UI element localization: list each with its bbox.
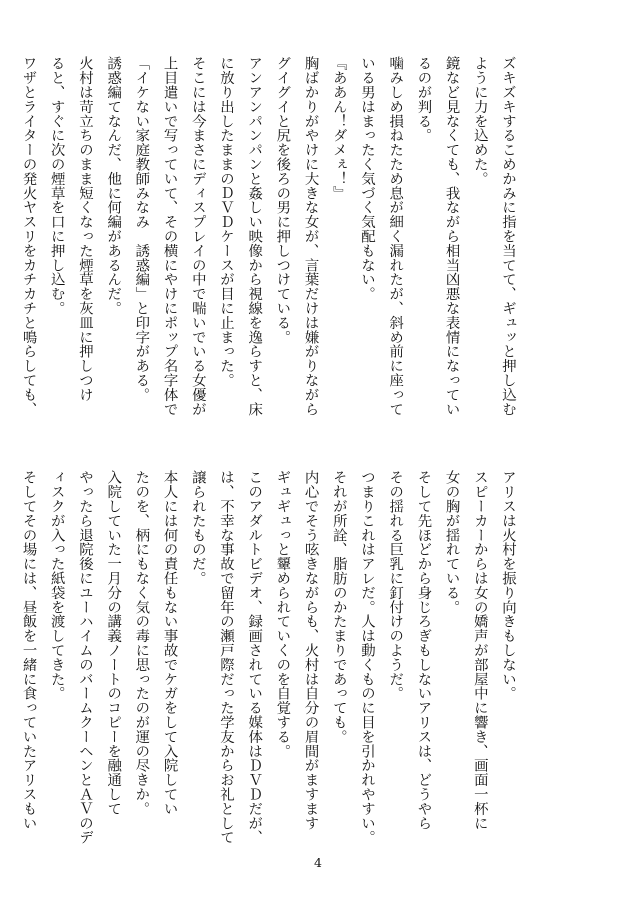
text-column: スピーカーからは女の嬌声が部屋中に響き、画面一杯に bbox=[471, 470, 488, 830]
page-number: 4 bbox=[314, 855, 322, 870]
text-column: その揺れる巨乳に釘付けのようだ。 bbox=[387, 470, 404, 701]
text-column: いる男はまったく気づく気配もない。 bbox=[358, 56, 375, 301]
lower-text-block bbox=[14, 470, 522, 850]
text-column: アンアンパンパンと姦しい映像から視線を逸らすと、床 bbox=[246, 56, 263, 416]
text-column: に放り出したままのＤＶＤケースが目に止まった。 bbox=[217, 56, 234, 388]
text-column: アリスは火村を振り向きもしない。 bbox=[500, 470, 516, 701]
text-column: やったら退院後にユーハイムのバームクーヘンとＡＶのデ bbox=[76, 470, 93, 845]
text-column: 譲られたものだ。 bbox=[189, 470, 206, 586]
text-column: 誘惑編てなんだ、他に何編があるんだ。 bbox=[105, 56, 122, 316]
text-column: 火村は苛立ちのまま短くなった煙草を灰皿に押しつけ bbox=[76, 56, 93, 402]
upper-text-block bbox=[14, 56, 522, 436]
text-column: そして先ほどから身じろぎもしないアリスは、どうやら bbox=[415, 470, 432, 830]
text-column: それが所詮、脂肪のかたまりであっても。 bbox=[330, 470, 347, 744]
text-column: たのを、柄にもなく気の毒に思ったのが運の尽きか。 bbox=[133, 470, 150, 816]
text-column: 噛みしめ損ねたため息が細く漏れたが、斜め前に座って bbox=[387, 56, 404, 416]
text-column: 「イケない家庭教師みなみ 誘惑編」と印字がある。 bbox=[133, 56, 150, 402]
text-column: そこには今まさにディスプレイの中で喘いでいる女優が bbox=[189, 56, 206, 416]
text-column: 上目遣いで写っていて、その横にやけにポップ名字体で bbox=[161, 56, 178, 416]
text-column: 胸ばかりがやけに大きな女が、言葉だけは嫌がりながら bbox=[302, 56, 319, 416]
text-column: 女の胸が揺れている。 bbox=[443, 470, 460, 614]
text-column: そしてその場には、昼飯を一緒に食っていたアリスもい bbox=[20, 470, 37, 830]
text-column: グイグイと尻を後ろの男に押しつけている。 bbox=[274, 56, 291, 344]
text-column: ギュギュっと顰められていくのを自覚する。 bbox=[274, 470, 291, 758]
text-column: ィスクが入った紙袋を渡してきた。 bbox=[48, 470, 65, 701]
text-column: るのが判る。 bbox=[415, 56, 432, 143]
text-column: 入院していた一月分の講義ノートのコピーを融通して bbox=[105, 470, 122, 816]
text-column: 内心でそう呟きながらも、火村は自分の眉間がますます bbox=[302, 470, 319, 830]
text-column: 鏡など見なくても、我ながら相当凶悪な表情になってい bbox=[443, 56, 460, 416]
text-column: ように力を込めた。 bbox=[471, 56, 488, 186]
text-column: ワザとライターの発火ヤスリをカチカチと鳴らしても、 bbox=[20, 56, 37, 416]
text-column: 本人には何の責任もない事故でケガをして入院してい bbox=[161, 470, 178, 816]
text-column: つまりこれはアレだ。人は動くものに目を引かれやすい。 bbox=[358, 470, 375, 845]
text-column: は、不幸な事故で留年の瀬戸際だった学友からお礼として bbox=[217, 470, 234, 845]
text-column: 『ああん！ダメぇ！』 bbox=[330, 56, 347, 200]
text-column: ると、すぐに次の煙草を口に押し込む。 bbox=[48, 56, 65, 316]
text-column: このアダルトビデオ、録画されている媒体はＤＶＤだが、 bbox=[246, 470, 263, 845]
text-column: ズキズキするこめかみに指を当てて、ギュッと押し込む bbox=[500, 56, 516, 416]
